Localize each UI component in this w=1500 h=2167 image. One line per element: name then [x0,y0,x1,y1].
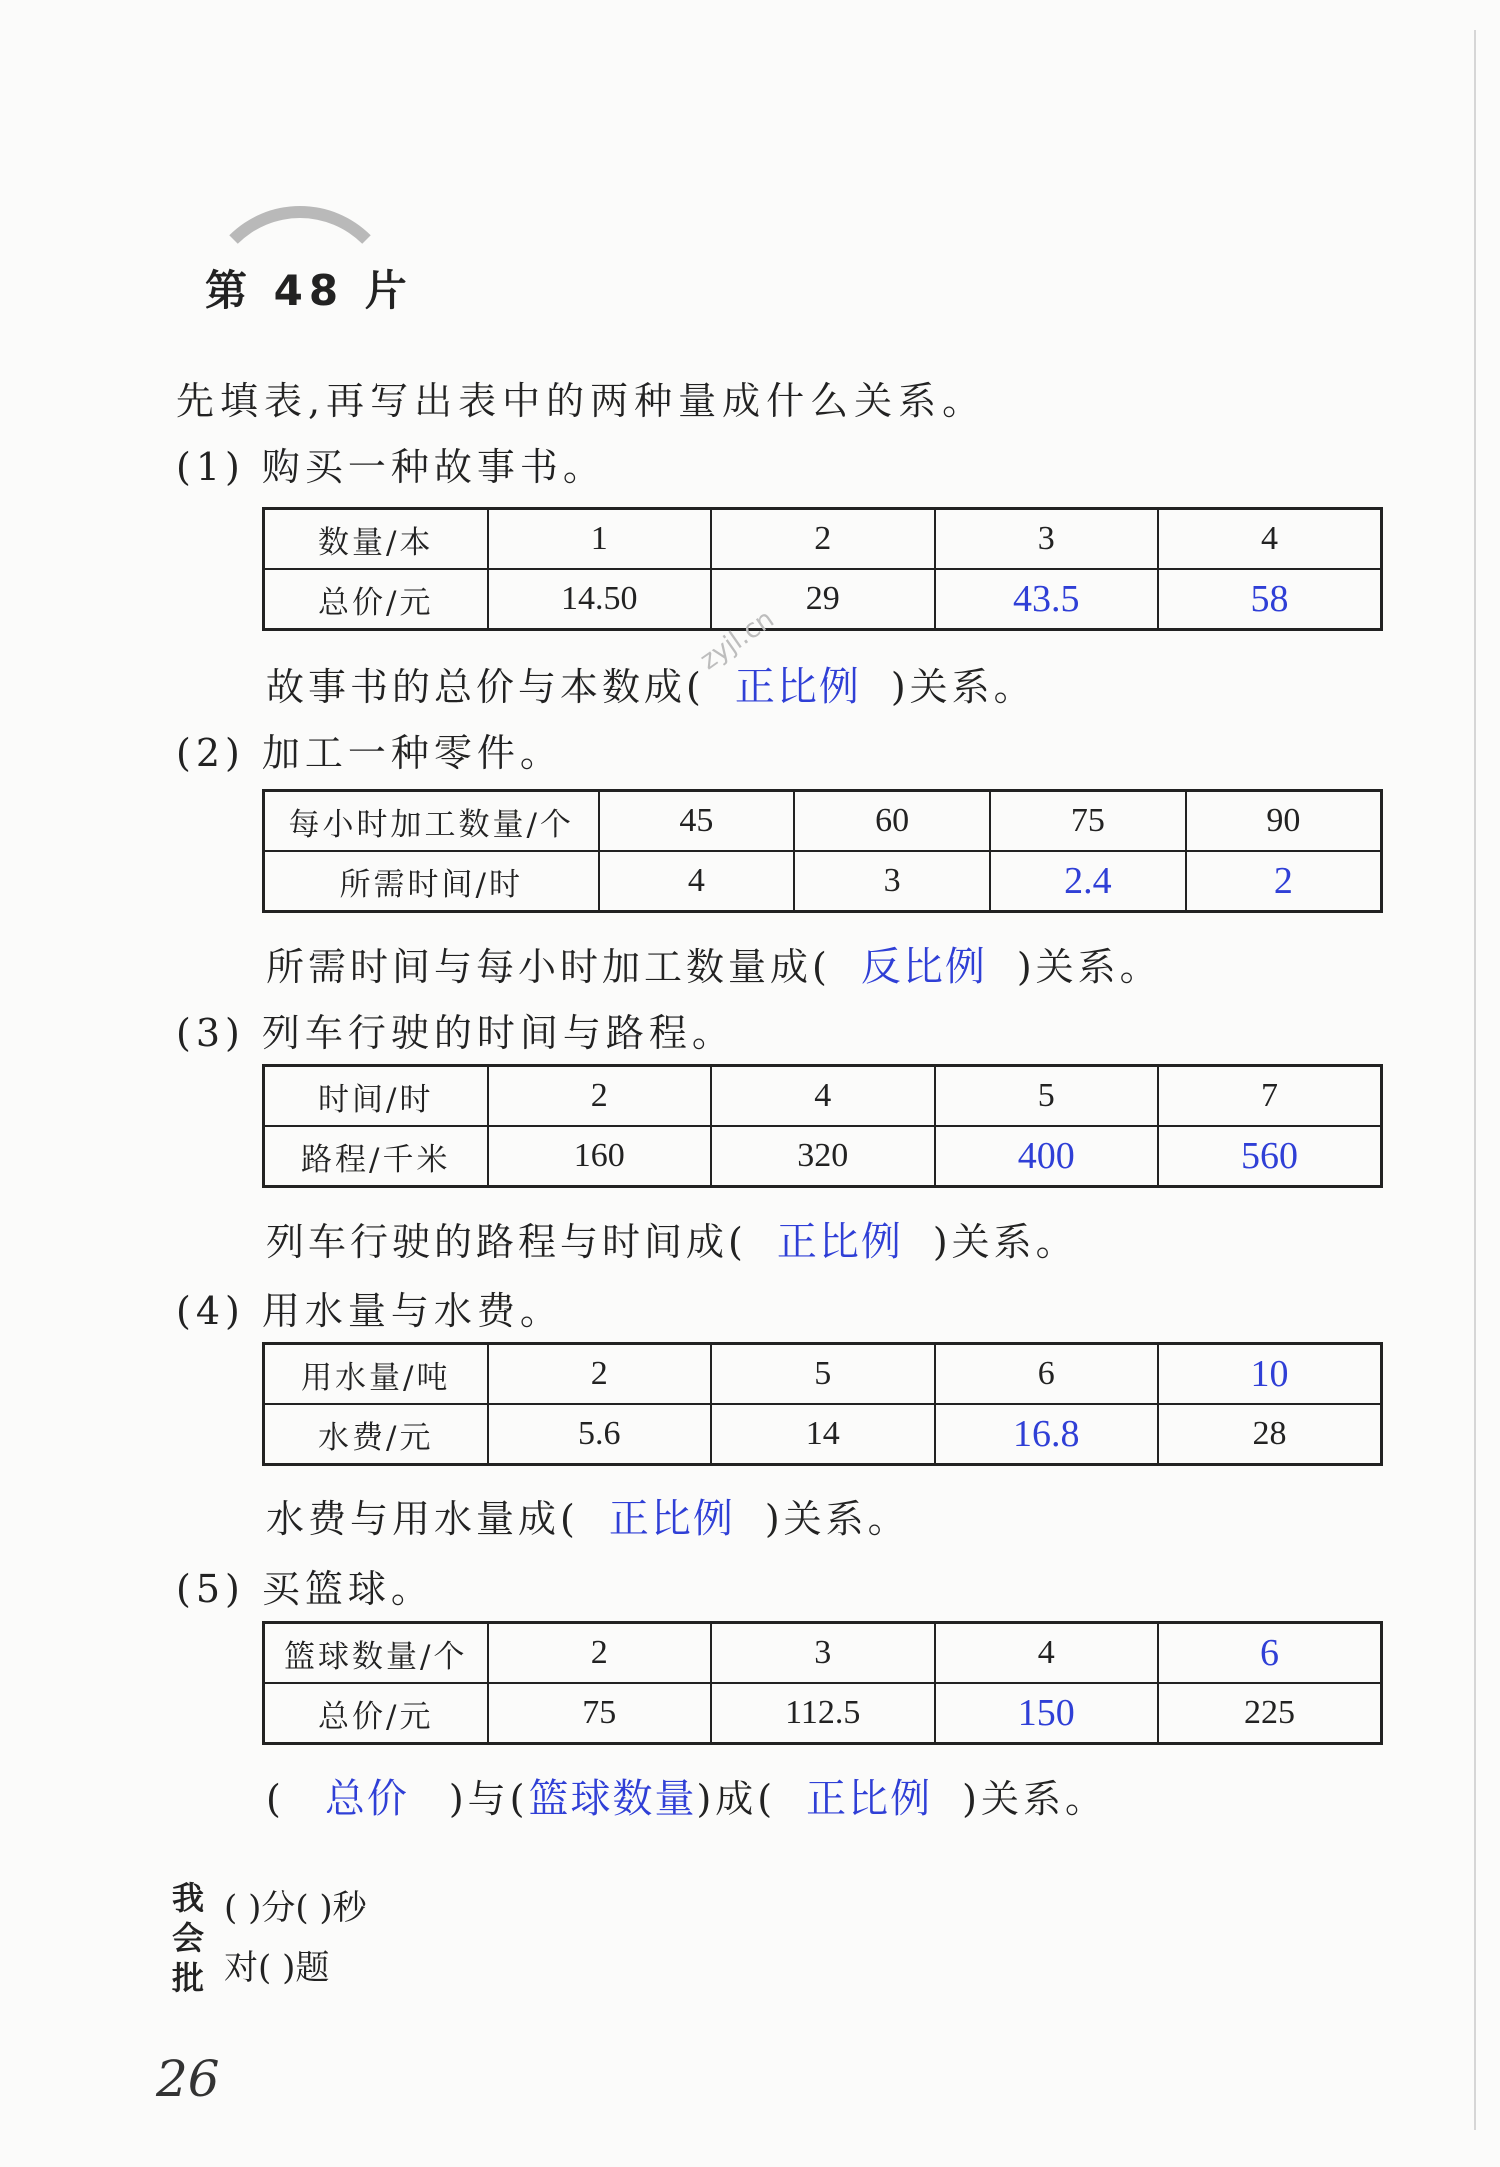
table-cell: 3 [794,851,990,912]
self-check-char: 我 [172,1879,205,1917]
table-cell: 60 [794,791,990,852]
row-header: 每小时加工数量/个 [264,791,599,852]
row-header: 篮球数量/个 [264,1623,488,1684]
page-number: 26 [156,2050,220,2108]
answer-fill: 正比例 [734,664,861,710]
answer-suffix: )关系。 [1016,945,1162,989]
filled-cell: 58 [1158,569,1382,630]
table-cell: 2 [488,1623,712,1684]
table-cell: 320 [711,1126,935,1187]
question-1-answer [266,655,1036,712]
question-3-answer [266,1210,1078,1267]
filled-cell: 43.5 [935,569,1159,630]
table-cell: 90 [1186,791,1382,852]
answer-fill-1: 总价 [324,1776,409,1822]
table-cell: 4 [711,1066,935,1127]
table-cell: 5 [935,1066,1159,1127]
question-5-title: (5) 买篮球。 [176,1567,434,1611]
question-4-table [262,1342,1383,1466]
answer-suffix: )关系。 [764,1497,910,1541]
table-cell: 3 [711,1623,935,1684]
question-1-table [262,507,1383,631]
self-check-correct: 对( )题 [224,1948,330,1988]
answer-fill: 正比例 [608,1496,735,1542]
lesson-title: 第 48 片 [205,266,413,315]
filled-cell: 560 [1158,1126,1382,1187]
table-cell: 3 [935,509,1159,570]
answer-prefix: 故事书的总价与本数成( [266,665,705,709]
table-cell: 4 [1158,509,1382,570]
answer-fill-3: 正比例 [806,1776,933,1822]
question-2-answer [266,935,1162,992]
row-header: 用水量/吨 [264,1344,488,1405]
table-cell: 7 [1158,1066,1382,1127]
row-header: 总价/元 [264,1683,488,1744]
table-cell: 2 [488,1344,712,1405]
question-4-answer [266,1487,910,1544]
table-row [264,1683,1382,1744]
table-cell: 14 [711,1404,935,1465]
self-check-char: 批 [172,1959,205,1997]
page-edge-line [1474,30,1476,2130]
answer-suffix: )关系。 [962,1777,1107,1821]
row-header: 所需时间/时 [264,851,599,912]
answer-connector: )成( [696,1777,777,1821]
answer-suffix: )关系。 [890,665,1036,709]
table-cell: 2 [488,1066,712,1127]
table-row [264,791,1382,852]
question-1-title: (1) 购买一种故事书。 [176,445,606,489]
self-check-char: 会 [172,1919,205,1957]
filled-cell: 400 [935,1126,1159,1187]
filled-cell: 16.8 [935,1404,1159,1465]
table-cell: 160 [488,1126,712,1187]
table-cell: 28 [1158,1404,1382,1465]
table-row [264,851,1382,912]
table-cell: 4 [599,851,795,912]
row-header: 数量/本 [264,509,488,570]
table-cell: 4 [935,1623,1159,1684]
table-cell: 6 [935,1344,1159,1405]
table-row [264,1623,1382,1684]
self-check-label [172,1878,212,1998]
answer-fill-2: 篮球数量 [528,1776,697,1822]
watermark: zyjl.cn [694,604,780,676]
answer-prefix: 所需时间与每小时加工数量成( [266,945,831,989]
question-2-table [262,789,1383,913]
instruction-text: 先填表,再写出表中的两种量成什么关系。 [176,379,987,423]
table-cell: 29 [711,569,935,630]
question-3-title: (3) 列车行驶的时间与路程。 [176,1011,735,1055]
self-check-time: ( )分( )秒 [224,1888,367,1928]
table-row [264,509,1382,570]
table-cell: 75 [488,1683,712,1744]
self-check-box [172,1878,592,1998]
answer-fill: 反比例 [860,944,987,990]
question-5-answer [266,1767,1107,1824]
table-row [264,1344,1382,1405]
table-cell: 5.6 [488,1404,712,1465]
table-cell: 2 [711,509,935,570]
table-cell: 225 [1158,1683,1382,1744]
answer-prefix: 列车行驶的路程与时间成( [266,1220,747,1264]
question-2-title: (2) 加工一种零件。 [176,731,563,775]
table-row [264,1404,1382,1465]
lesson-header [200,200,430,320]
table-row [264,569,1382,630]
table-cell: 5 [711,1344,935,1405]
table-row [264,1126,1382,1187]
answer-prefix: 水费与用水量成( [266,1497,579,1541]
question-3-table [262,1064,1383,1188]
table-cell: 112.5 [711,1683,935,1744]
filled-cell: 10 [1158,1344,1382,1405]
row-header: 总价/元 [264,569,488,630]
answer-connector: )与( [448,1777,529,1821]
row-header: 路程/千米 [264,1126,488,1187]
table-row [264,1066,1382,1127]
answer-paren: ( [266,1777,285,1821]
filled-cell: 6 [1158,1623,1382,1684]
filled-cell: 2 [1186,851,1382,912]
answer-suffix: )关系。 [932,1220,1078,1264]
table-cell: 45 [599,791,795,852]
row-header: 时间/时 [264,1066,488,1127]
question-5-table [262,1621,1383,1745]
table-cell: 14.50 [488,569,712,630]
table-cell: 1 [488,509,712,570]
filled-cell: 2.4 [990,851,1186,912]
table-cell: 75 [990,791,1186,852]
question-4-title: (4) 用水量与水费。 [176,1289,563,1333]
row-header: 水费/元 [264,1404,488,1465]
answer-fill: 正比例 [776,1219,903,1265]
filled-cell: 150 [935,1683,1159,1744]
